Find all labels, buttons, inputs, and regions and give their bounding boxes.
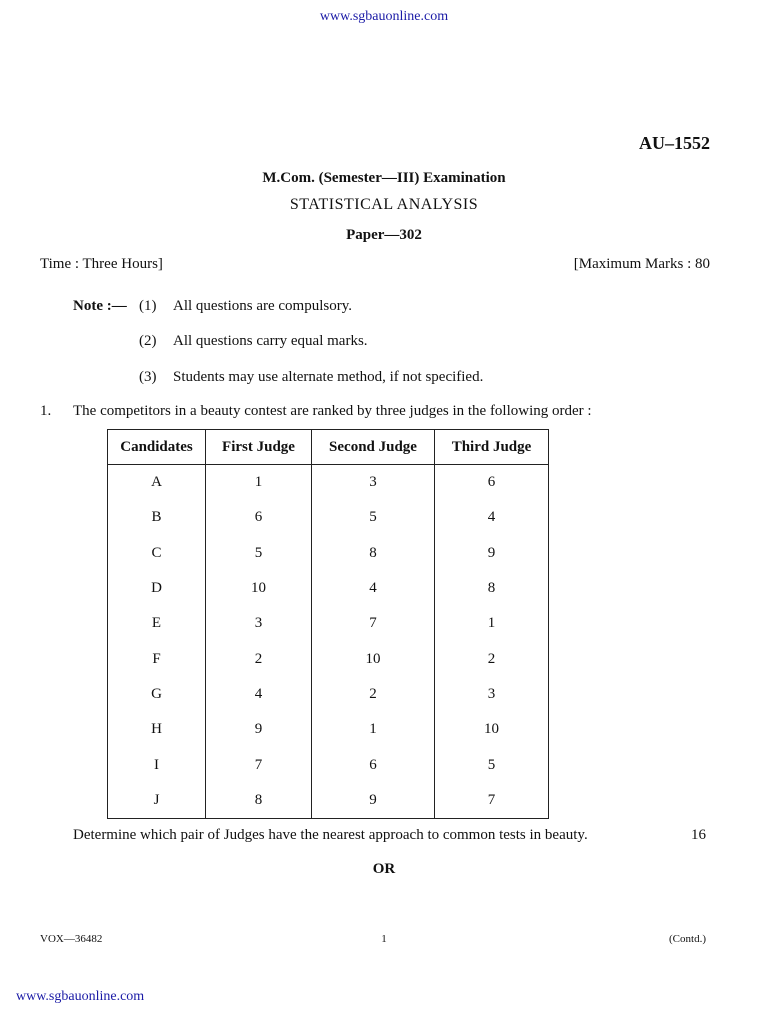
paper-number: Paper—302 [346,227,422,243]
cell-first-judge: 2 [206,641,312,676]
table-row [108,747,549,782]
time-allowed: Time : Three Hours] [40,256,163,272]
table-row [108,606,549,641]
cell-first-judge: 4 [206,677,312,712]
cell-candidate: G [108,677,206,712]
cell-candidate: E [108,606,206,641]
cell-second-judge: 4 [312,571,435,606]
footer-url[interactable]: www.sgbauonline.com [16,989,145,1004]
page-number: 1 [381,933,387,945]
question-instruction: Determine which pair of Judges have the nearest approach to common tests in beauty. [73,827,588,843]
table-row [108,500,549,535]
note-number-3: (3) [139,369,157,385]
cell-second-judge: 9 [312,783,435,819]
table-row [108,677,549,712]
note-label: Note :— [73,298,127,314]
cell-third-judge: 10 [435,712,549,747]
cell-first-judge: 5 [206,536,312,571]
cell-second-judge: 7 [312,606,435,641]
question-number: 1. [40,403,52,419]
cell-candidate: A [108,465,206,501]
cell-third-judge: 3 [435,677,549,712]
cell-candidate: D [108,571,206,606]
cell-second-judge: 6 [312,747,435,782]
cell-third-judge: 6 [435,465,549,501]
question-text: The competitors in a beauty contest are ranked by three judges in the following order : [73,403,592,419]
header-second-judge: Second Judge [312,430,435,465]
table-row [108,536,549,571]
cell-second-judge: 8 [312,536,435,571]
or-separator: OR [372,861,396,877]
cell-first-judge: 9 [206,712,312,747]
table-row [108,712,549,747]
rank-table-body [108,465,549,819]
note-text-2: All questions carry equal marks. [173,333,368,349]
header-candidates: Candidates [108,430,206,465]
cell-second-judge: 2 [312,677,435,712]
cell-second-judge: 5 [312,500,435,535]
cell-third-judge: 2 [435,641,549,676]
header-first-judge: First Judge [206,430,312,465]
cell-candidate: J [108,783,206,819]
cell-second-judge: 3 [312,465,435,501]
note-text-1: All questions are compulsory. [173,298,352,314]
paper-code: AU–1552 [639,133,710,153]
note-text-3: Students may use alternate method, if not specified. [173,369,484,385]
cell-first-judge: 8 [206,783,312,819]
note-number-1: (1) [139,298,157,314]
table-row [108,641,549,676]
cell-candidate: F [108,641,206,676]
cell-first-judge: 10 [206,571,312,606]
note-number-2: (2) [139,333,157,349]
header-url[interactable]: www.sgbauonline.com [319,9,449,24]
cell-third-judge: 8 [435,571,549,606]
cell-third-judge: 7 [435,783,549,819]
maximum-marks: [Maximum Marks : 80 [573,256,710,272]
cell-third-judge: 4 [435,500,549,535]
footer-code: VOX—36482 [40,933,103,945]
cell-first-judge: 1 [206,465,312,501]
cell-first-judge: 3 [206,606,312,641]
rank-table [107,429,549,819]
rank-table-header [108,430,549,465]
header-third-judge: Third Judge [435,430,549,465]
cell-candidate: H [108,712,206,747]
table-row [108,465,549,501]
cell-third-judge: 1 [435,606,549,641]
exam-title: M.Com. (Semester—III) Examination [262,170,506,186]
question-marks: 16 [691,827,706,843]
continued-label: (Contd.) [669,933,706,945]
table-row [108,571,549,606]
table-row [108,783,549,819]
cell-first-judge: 6 [206,500,312,535]
cell-third-judge: 9 [435,536,549,571]
cell-candidate: C [108,536,206,571]
cell-third-judge: 5 [435,747,549,782]
cell-candidate: B [108,500,206,535]
subject-title: STATISTICAL ANALYSIS [289,196,479,213]
cell-second-judge: 10 [312,641,435,676]
cell-second-judge: 1 [312,712,435,747]
cell-first-judge: 7 [206,747,312,782]
cell-candidate: I [108,747,206,782]
